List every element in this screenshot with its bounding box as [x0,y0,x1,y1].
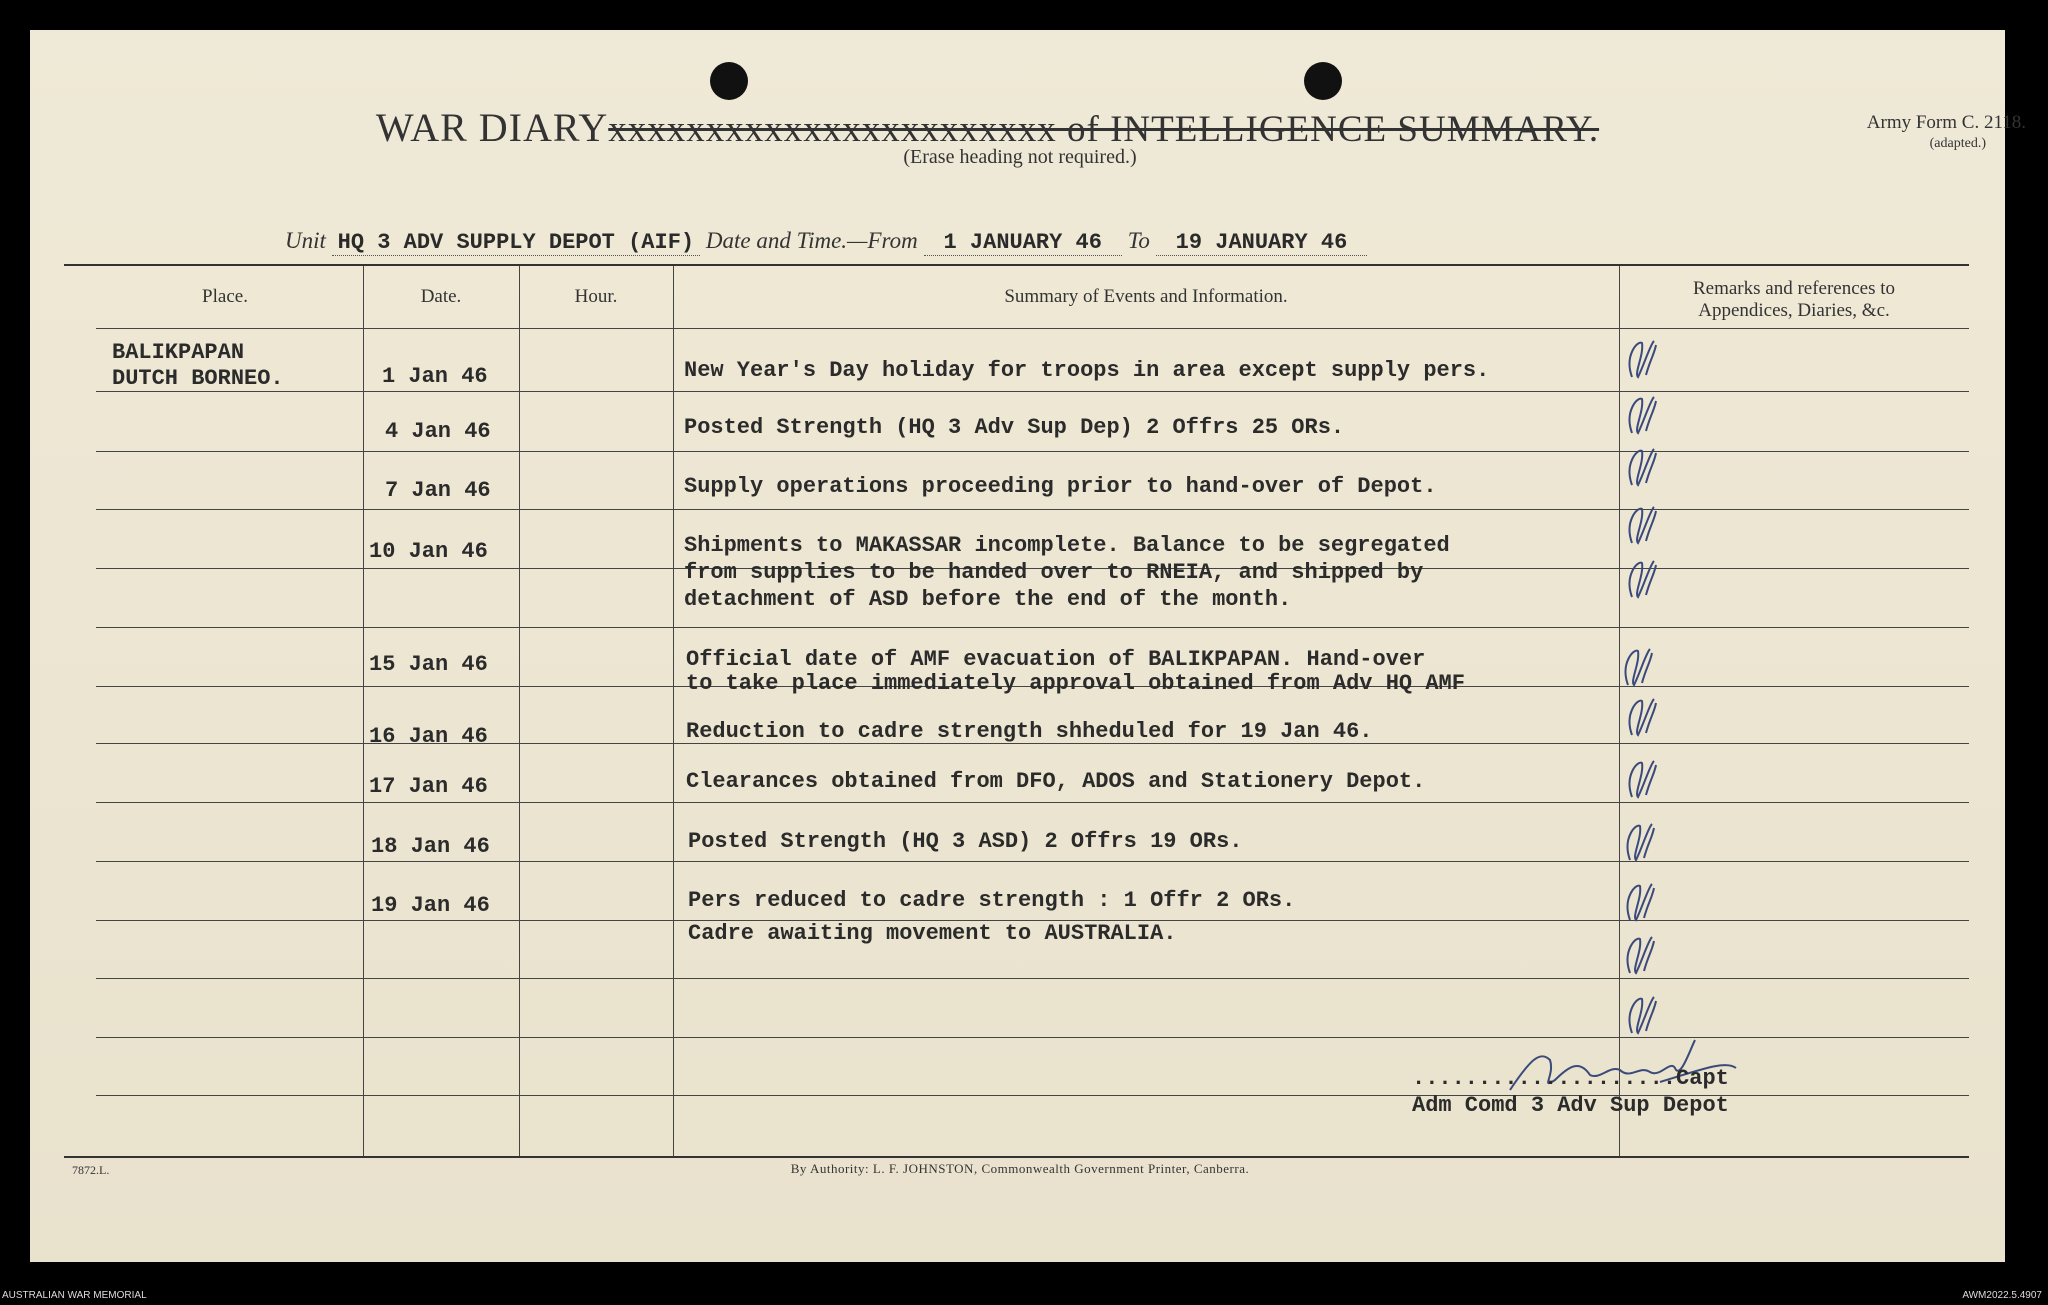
title-struck-heading: xxxxxxxxxxxxxxxxxxxxxxx of INTELLIGENCE SUMMARY. [608,109,1600,150]
entry-summary-line: Clearances obtained from DFO, ADOS and Stationery Depot. [686,769,1426,794]
row-rule [96,391,1969,392]
col-divider-date [519,266,520,1156]
entry-summary-line: Official date of AMF evacuation of BALIKPAPAN. Hand-over [686,647,1426,672]
row-rule [96,802,1969,803]
entry-summary-line: to take place immediately approval obtained from Adv HQ AMF [686,671,1465,696]
col-header-summary: Summary of Events and Information. [1004,286,1288,307]
signature-title-line: Adm Comd 3 Adv Sup Depot [1412,1093,1729,1118]
entry-summary-line: from supplies to be handed over to RNEIA, and shipped by [684,560,1424,585]
printer-authority: By Authority: L. F. JOHNSTON, Commonwealth Government Printer, Canberra. [790,1161,1250,1176]
signature-rank-line: ....................Capt [1412,1066,1729,1091]
row-rule [96,451,1969,452]
from-value: 1 JANUARY 46 [924,230,1122,256]
entry-summary-line: detachment of ASD before the end of the month. [684,587,1292,612]
entry-date: 4 Jan 46 [385,419,491,444]
army-form-adapted: (adapted.) [1929,136,1986,151]
entry-date: 18 Jan 46 [371,834,490,859]
col-header-hour: Hour. [574,286,618,307]
unit-label: Unit [285,228,326,253]
entry-date: 16 Jan 46 [369,724,488,749]
entry-summary-line: Supply operations proceeding prior to hand-over of Depot. [684,474,1437,499]
archive-reference: AWM2022.5.4907 [1962,1290,2042,1301]
remarks-header-line1: Remarks and references to [1692,278,1896,299]
place-line-2: DUTCH BORNEO. [112,366,284,391]
row-rule [96,509,1969,510]
entry-summary-line: Pers reduced to cadre strength : 1 Offr 2 ORs. [688,888,1296,913]
page-title [0,104,1975,151]
to-value: 19 JANUARY 46 [1156,230,1368,256]
punch-hole-right [1304,62,1342,100]
entry-date: 1 Jan 46 [382,364,488,389]
col-header-remarks [1619,278,1969,322]
entry-summary-line: Posted Strength (HQ 3 Adv Sup Dep) 2 Offrs 25 ORs. [684,415,1345,440]
entry-summary-line: Shipments to MAKASSAR incomplete. Balance to be segregated [684,533,1450,558]
archive-label: AUSTRALIAN WAR MEMORIAL [2,1290,147,1301]
unit-line [285,228,1367,255]
entry-date: 15 Jan 46 [369,652,488,677]
form-print-number: 7872.L. [72,1163,110,1177]
erase-note: (Erase heading not required.) [903,146,1137,168]
entry-summary-line: Cadre awaiting movement to AUSTRALIA. [688,921,1177,946]
col-divider-place [363,266,364,1156]
entry-date: 7 Jan 46 [385,478,491,503]
place-line-1: BALIKPAPAN [112,340,245,365]
col-header-place: Place. [202,286,248,307]
remarks-header-line2: Appendices, Diaries, &c. [1698,300,1890,321]
row-rule [96,861,1969,862]
row-rule [96,627,1969,628]
col-divider-hour [673,266,674,1156]
title-war-diary: WAR DIARY [375,105,609,150]
col-header-date: Date. [420,286,462,307]
handwritten-initials-column [1620,335,1670,1055]
entry-summary-line: Reduction to cadre strength shheduled for 19 Jan 46. [686,719,1373,744]
to-label: To [1127,228,1150,253]
date-time-label: Date and Time.—From [705,228,918,253]
army-form-number: Army Form C. 2118. [1866,112,2026,133]
entry-summary-line: New Year's Day holiday for troops in area except supply pers. [684,358,1490,383]
table-bottom-rule [64,1156,1969,1158]
row-rule [96,978,1969,979]
unit-value: HQ 3 ADV SUPPLY DEPOT (AIF) [332,230,700,256]
punch-hole-left [710,62,748,100]
table-top-rule [64,264,1969,266]
entry-date: 17 Jan 46 [369,774,488,799]
header-rule [96,328,1969,329]
entry-summary-line: Posted Strength (HQ 3 ASD) 2 Offrs 19 ORs. [688,829,1243,854]
entry-date: 19 Jan 46 [371,893,490,918]
army-form-label [1867,112,2026,154]
entry-date: 10 Jan 46 [369,539,488,564]
